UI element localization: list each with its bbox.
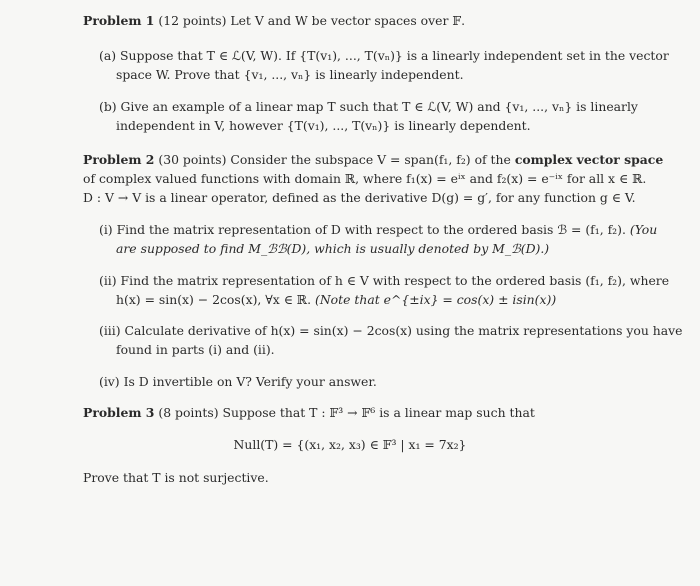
problem-3-statement: [83, 405, 535, 421]
problem-2iii-line-1: (iii) Calculate derivative of h(x) = sin(x) − 2cos(x) using the matrix representations you have: [99, 323, 683, 338]
problem-1-heading: Problem 1: [83, 13, 155, 28]
problem-1a-line-2: space W. Prove that {v₁, ..., vₙ} is linearly independent.: [116, 67, 464, 82]
problem-2-intro-2: of complex valued functions with domain ℝ, where f₁(x) = eⁱˣ and f₂(x) = e⁻ⁱˣ for all x ∈ ℝ.: [83, 171, 647, 186]
problem-2iv-line-1: (iv) Is D invertible on V? Verify your answer.: [99, 374, 377, 389]
problem-2ii-definition: h(x) = sin(x) − 2cos(x), ∀x ∈ ℝ.: [116, 292, 312, 307]
problem-2ii-note: (Note that e^{±ix} = cos(x) ± isin(x)): [315, 292, 557, 307]
problem-3-intro: (8 points) Suppose that T : 𝔽³ → 𝔽⁶ is a linear map such that: [158, 405, 535, 420]
problem-1a-line-1: (a) Suppose that T ∈ ℒ(V, W). If {T(v₁), ..., T(vₙ)} is a linearly independent set in the vector: [99, 48, 669, 63]
problem-2ii-line-2: [116, 292, 556, 308]
problem-2i-text: (i) Find the matrix representation of D with respect to the ordered basis ℬ = (f₁, f₂).: [99, 222, 626, 237]
problem-1-statement: [83, 13, 465, 29]
problem-3-heading: Problem 3: [83, 405, 155, 420]
problem-2-intro-3: D : V → V is a linear operator, defined as the derivative D(g) = g′, for any function g ∈ V.: [83, 190, 636, 205]
problem-1b-line-2: independent in V, however {T(v₁), ..., T(vₙ)} is linearly dependent.: [116, 118, 531, 133]
problem-1b-line-1: (b) Give an example of a linear map T such that T ∈ ℒ(V, W) and {v₁, ..., vₙ} is linearly: [99, 99, 638, 114]
problem-3-prove: Prove that T is not surjective.: [83, 470, 269, 485]
complex-vector-space-term: complex vector space: [514, 152, 664, 167]
problem-2iii-line-2: found in parts (i) and (ii).: [116, 342, 275, 357]
null-space-equation: Null(T) = {(x₁, x₂, x₃) ∈ 𝔽³ | x₁ = 7x₂}: [233, 437, 467, 452]
problem-2-heading: Problem 2: [83, 152, 155, 167]
problem-1-intro: (12 points) Let V and W be vector spaces over 𝔽.: [158, 13, 466, 28]
problem-2ii-line-1: (ii) Find the matrix representation of h ∈ V with respect to the ordered basis (f₁, f₂), where: [99, 273, 670, 288]
problem-2-intro-1: (30 points) Consider the subspace V = span(f₁, f₂) of the: [158, 152, 511, 167]
problem-2i-line-2: are supposed to find M_ℬℬ(D), which is usually denoted by M_ℬ(D).): [116, 241, 550, 256]
problem-2i-note-start: (You: [629, 222, 658, 237]
problem-2i-line-1: [99, 222, 657, 238]
problem-2-statement: [83, 152, 663, 168]
